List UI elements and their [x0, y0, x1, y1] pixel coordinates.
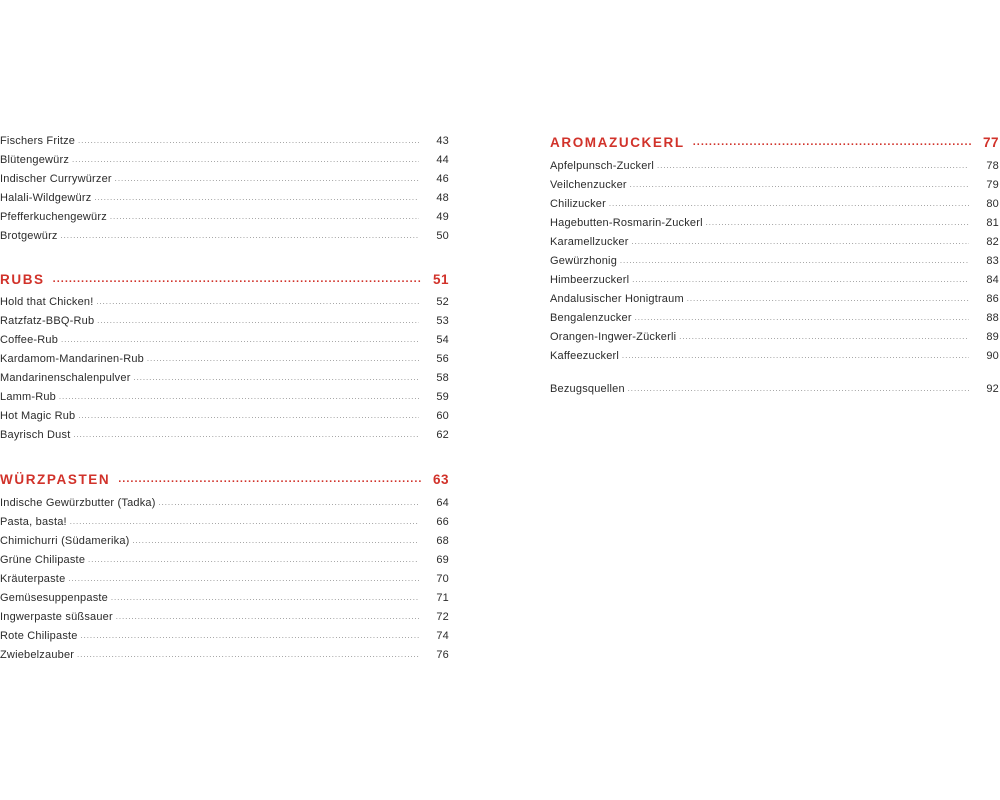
toc-entry[interactable]: [0, 129, 449, 148]
toc-leader-dots: [77, 649, 419, 662]
toc-entry[interactable]: [0, 605, 449, 624]
toc-entry[interactable]: [550, 211, 999, 230]
toc-entry[interactable]: [0, 167, 449, 186]
toc-entry-page: 46: [436, 173, 449, 185]
toc-leader-dots: [609, 198, 969, 211]
toc-leader-dots: [110, 211, 419, 224]
toc-entry[interactable]: [0, 624, 449, 643]
toc-entry[interactable]: [0, 567, 449, 586]
toc-entry-title: Chilizucker: [550, 198, 606, 210]
toc-entry[interactable]: [0, 510, 449, 529]
toc-entry-page: 50: [436, 230, 449, 242]
toc-entry-title: Gemüsesuppenpaste: [0, 592, 108, 604]
toc-entry-page: 72: [436, 611, 449, 623]
toc-entry[interactable]: [0, 328, 449, 347]
toc-entry-title: Kräuterpaste: [0, 573, 66, 585]
section-heading-dots: [53, 272, 421, 287]
toc-entry[interactable]: [0, 224, 449, 243]
toc-entry-title: Hot Magic Rub: [0, 410, 76, 422]
toc-entry-page: 90: [986, 350, 999, 362]
toc-entry[interactable]: [0, 491, 449, 510]
toc-entry-page: 88: [986, 312, 999, 324]
toc-leader-dots: [96, 296, 419, 309]
toc-entry-title: Gewürzhonig: [550, 255, 618, 267]
toc-leader-dots: [632, 274, 969, 287]
toc-entry-title: Brotgewürz: [0, 230, 58, 242]
toc-entry-page: 43: [436, 135, 449, 147]
toc-entry[interactable]: [550, 344, 999, 363]
toc-entry-page: 54: [436, 334, 449, 346]
toc-entry-title: Hold that Chicken!: [0, 296, 94, 308]
toc-entry[interactable]: [0, 548, 449, 567]
toc-entry-page: 82: [986, 236, 999, 248]
toc-leader-dots: [622, 350, 969, 363]
toc-entry[interactable]: [550, 173, 999, 192]
toc-entry-title: Blütengewürz: [0, 154, 70, 166]
toc-leader-dots: [679, 331, 969, 344]
section-heading-page: 77: [982, 135, 999, 150]
toc-leader-dots: [115, 173, 419, 186]
toc-entry-title: Karamellzucker: [550, 236, 629, 248]
toc-entry[interactable]: [550, 306, 999, 325]
toc-entry-page: 83: [986, 255, 999, 267]
toc-leader-dots: [97, 315, 419, 328]
toc-entry-title: Indischer Currywürzer: [0, 173, 112, 185]
toc-leader-dots: [78, 135, 419, 148]
section-heading-wuerzpasten[interactable]: [0, 468, 449, 487]
toc-entry-title: Bayrisch Dust: [0, 429, 71, 441]
toc-entry[interactable]: [0, 347, 449, 366]
toc-entry-title: Orangen-Ingwer-Zückerli: [550, 331, 677, 343]
toc-leader-dots: [88, 554, 419, 567]
toc-entry-title: Rote Chilipaste: [0, 630, 78, 642]
toc-leader-dots: [628, 383, 969, 396]
section-heading-title: RUBS: [0, 272, 45, 287]
toc-entry-page: 48: [436, 192, 449, 204]
toc-entry-page: 59: [436, 391, 449, 403]
toc-entry-title: Himbeerzuckerl: [550, 274, 630, 286]
toc-entry[interactable]: [0, 366, 449, 385]
toc-leader-dots: [134, 372, 419, 385]
toc-entry-page: 68: [436, 535, 449, 547]
toc-entry-page: 89: [986, 331, 999, 343]
toc-leader-dots: [116, 611, 419, 624]
toc-entry-page: 62: [436, 429, 449, 441]
toc-entry-title: Zwiebelzauber: [0, 649, 75, 661]
toc-entry[interactable]: [0, 404, 449, 423]
toc-leader-dots: [706, 217, 969, 230]
section-heading-aromazuckerl[interactable]: [550, 131, 999, 150]
toc-leader-dots: [620, 255, 969, 268]
toc-entry[interactable]: [550, 154, 999, 173]
toc-entry[interactable]: [550, 192, 999, 211]
toc-entry-title: Coffee-Rub: [0, 334, 59, 346]
toc-entry[interactable]: [0, 148, 449, 167]
toc-entry-title: Pfefferkuchengewürz: [0, 211, 107, 223]
toc-entry-page: 78: [986, 160, 999, 172]
toc-entry-page: 66: [436, 516, 449, 528]
section-heading-dots: [693, 135, 971, 150]
toc-entry-page: 86: [986, 293, 999, 305]
toc-leader-dots: [630, 179, 969, 192]
toc-entry-page: 79: [986, 179, 999, 191]
toc-entry[interactable]: [550, 287, 999, 306]
toc-entry-title: Kaffeezuckerl: [550, 350, 620, 362]
toc-entry[interactable]: [0, 423, 449, 442]
toc-entry-page: 80: [986, 198, 999, 210]
section-heading-title: WÜRZPASTEN: [0, 472, 111, 487]
toc-entry-title: Bengalenzucker: [550, 312, 632, 324]
toc-leader-dots: [687, 293, 969, 306]
toc-leader-dots: [78, 410, 419, 423]
section-heading-dots: [118, 472, 421, 487]
section-heading-page: 63: [432, 472, 449, 487]
toc-entry-title: Ratzfatz-BBQ-Rub: [0, 315, 95, 327]
toc-entry-page: 53: [436, 315, 449, 327]
toc-leader-dots: [632, 236, 969, 249]
toc-entry[interactable]: [0, 186, 449, 205]
toc-entry-page: 69: [436, 554, 449, 566]
toc-entry-page: 49: [436, 211, 449, 223]
toc-entry[interactable]: [0, 385, 449, 404]
toc-entry-page: 58: [436, 372, 449, 384]
toc-entry-page: 60: [436, 410, 449, 422]
toc-leader-dots: [635, 312, 969, 325]
toc-entry-title: Andalusischer Honigtraum: [550, 293, 684, 305]
toc-leader-dots: [159, 497, 419, 510]
toc-leader-dots: [81, 630, 419, 643]
toc-entry[interactable]: [550, 268, 999, 287]
toc-entry-page: 81: [986, 217, 999, 229]
toc-entry[interactable]: [0, 309, 449, 328]
toc-entry-page: 56: [436, 353, 449, 365]
toc-leader-dots: [111, 592, 419, 605]
toc-entry[interactable]: [550, 249, 999, 268]
toc-leader-dots: [68, 573, 419, 586]
toc-leader-dots: [72, 154, 419, 167]
toc-entry[interactable]: [550, 230, 999, 249]
toc-entry-title: Halali-Wildgewürz: [0, 192, 92, 204]
toc-entry-page: 71: [436, 592, 449, 604]
toc-entry-title: Grüne Chilipaste: [0, 554, 86, 566]
toc-entry-title: Lamm-Rub: [0, 391, 57, 403]
toc-entry[interactable]: [0, 643, 449, 662]
toc-entry-title: Bezugsquellen: [550, 383, 625, 395]
toc-entry-title: Pasta, basta!: [0, 516, 67, 528]
toc-entry-title: Mandarinenschalenpulver: [0, 372, 131, 384]
toc-entry[interactable]: [0, 529, 449, 548]
section-heading-rubs[interactable]: [0, 268, 449, 287]
toc-leader-dots: [61, 334, 419, 347]
toc-entry-title: Ingwerpaste süßsauer: [0, 611, 113, 623]
toc-leader-dots: [73, 429, 419, 442]
toc-entry[interactable]: [550, 325, 999, 344]
toc-entry[interactable]: [0, 290, 449, 309]
section-heading-title: AROMAZUCKERL: [550, 135, 685, 150]
toc-entry-page: 92: [986, 383, 999, 395]
toc-leader-dots: [61, 230, 419, 243]
toc-entry-page: 70: [436, 573, 449, 585]
toc-entry-title: Fischers Fritze: [0, 135, 76, 147]
toc-leader-dots: [70, 516, 419, 529]
toc-entry-bezugsquellen[interactable]: [550, 377, 999, 396]
toc-entry-page: 44: [436, 154, 449, 166]
toc-leader-dots: [657, 160, 969, 173]
toc-entry-title: Indische Gewürzbutter (Tadka): [0, 497, 156, 509]
toc-entry-page: 84: [986, 274, 999, 286]
toc-leader-dots: [133, 535, 420, 548]
toc-entry-title: Apfelpunsch-Zuckerl: [550, 160, 655, 172]
toc-entry-page: 76: [436, 649, 449, 661]
toc-entry-page: 52: [436, 296, 449, 308]
toc-leader-dots: [59, 391, 419, 404]
toc-entry-title: Chimichurri (Südamerika): [0, 535, 130, 547]
toc-entry[interactable]: [0, 586, 449, 605]
toc-entry-page: 74: [436, 630, 449, 642]
toc-entry-page: 64: [436, 497, 449, 509]
toc-entry-title: Kardamom-Mandarinen-Rub: [0, 353, 144, 365]
toc-entry-title: Hagebutten-Rosmarin-Zuckerl: [550, 217, 703, 229]
section-heading-page: 51: [432, 272, 449, 287]
toc-leader-dots: [147, 353, 419, 366]
toc-entry[interactable]: [0, 205, 449, 224]
toc-leader-dots: [94, 192, 419, 205]
toc-entry-title: Veilchenzucker: [550, 179, 627, 191]
